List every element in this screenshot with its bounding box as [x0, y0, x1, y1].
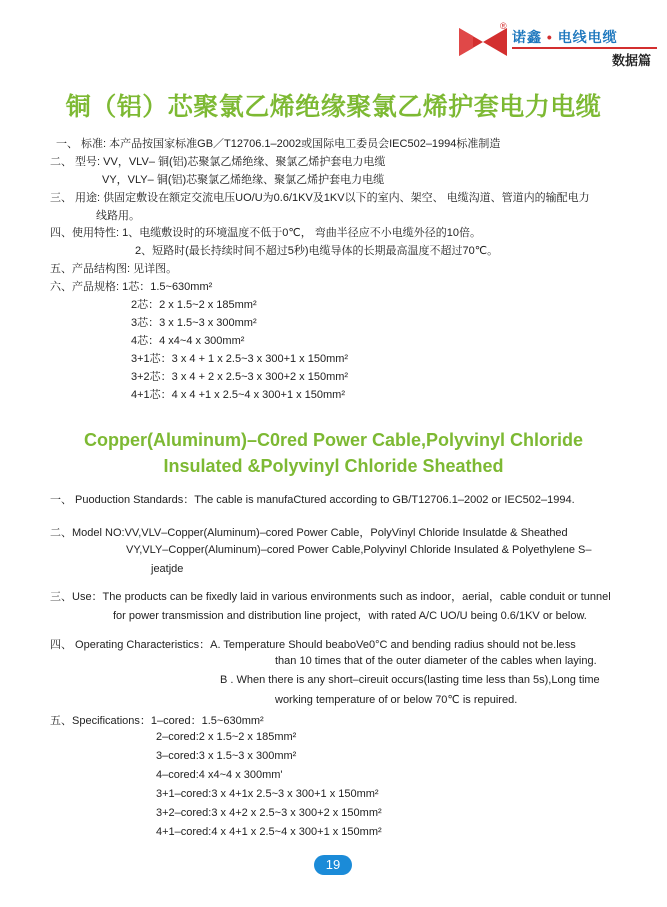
cn-characteristics-line: 四、使用特性: 1、电缆敷设时的环境温度不低于0℃， 弯曲半径应不小电缆外径的10倍。 [50, 227, 481, 239]
cn-characteristics-line-2: 2、短路时(最长持续时间不超过5秒)电缆导体的长期最高温度不超过70℃。 [135, 245, 499, 257]
en-use-line-2: for power transmission and distribution line project，with rated A/C UO/U being 0.6/1KV or below. [113, 610, 587, 622]
cn-standard-line: 一、 标准: 本产品按国家标准GB／T12706.1–2002或国际电工委员会IEC502–1994标准制造 [56, 138, 501, 150]
cn-spec-item: 3+2芯：3 x 4 + 2 x 2.5~3 x 300+2 x 150mm² [131, 371, 349, 383]
cn-structure-line: 五、产品结构图: 见详图。 [50, 263, 178, 275]
cn-spec-item: 4+1芯：4 x 4 +1 x 2.5~4 x 300+1 x 150mm² [131, 389, 346, 401]
en-use-line: 三、Use：The products can be fixedly laid in various environments such as indoor，aerial，cable conduit or tunnel [50, 591, 611, 603]
cn-spec-item: 2芯：2 x 1.5~2 x 185mm² [131, 299, 257, 311]
brand-dot: • [546, 29, 553, 45]
en-characteristics-line-2: than 10 times that of the outer diameter of the cables when laying. [275, 655, 597, 667]
en-characteristics-line-4: working temperature of or below 70℃ is repuired. [275, 694, 518, 706]
en-spec-line: 五、Specifications：1–cored：1.5~630mm² [50, 715, 264, 727]
brand-divider [512, 47, 657, 49]
cn-use-line-2: 线路用。 [96, 210, 140, 222]
cn-spec-item: 3+1芯：3 x 4 + 1 x 2.5~3 x 300+1 x 150mm² [131, 353, 349, 365]
en-model-line-3: jeatjde [151, 563, 184, 575]
page-title-en-line-1: Copper(Aluminum)–C0red Power Cable,Polyvinyl Chloride [83, 430, 584, 450]
en-spec-item: 3+1–cored:3 x 4+1x 2.5~3 x 300+1 x 150mm² [156, 788, 379, 800]
en-model-line: 二、Model NO:VV,VLV–Copper(Aluminum)–cored Power Cable，PolyVinyl Chloride Insulatde & Sheathed [50, 527, 568, 539]
brand-name-right: 电线电缆 [557, 29, 618, 45]
section-tag: 数据篇 [612, 53, 652, 68]
page-title-cn: 铜（铝）芯聚氯乙烯绝缘聚氯乙烯护套电力电缆 [65, 93, 602, 121]
en-spec-item: 4+1–cored:4 x 4+1 x 2.5~4 x 300+1 x 150mm² [156, 826, 382, 838]
en-model-line-2: VY,VLY–Copper(Aluminum)–cored Power Cable,Polyvinyl Chloride Insulated & Polyethylene S– [126, 544, 592, 556]
en-spec-item: 3–cored:3 x 1.5~3 x 300mm² [156, 750, 297, 762]
cn-use-line: 三、 用途: 供固定敷设在额定交流电压UO/U为0.6/1KV及1KV以下的室内、架空、 电缆沟道、管道内的输配电力 [50, 192, 590, 204]
page-number-badge: 19 [314, 855, 352, 875]
registered-mark: ® [500, 21, 508, 31]
en-spec-item: 3+2–cored:3 x 4+2 x 2.5~3 x 300+2 x 150mm² [156, 807, 382, 819]
en-spec-item: 4–cored:4 x4~4 x 300mm' [156, 769, 283, 781]
en-standard-line: 一、 Puoduction Standards：The cable is manufaCtured according to GB/T12706.1–2002 or IEC502–1994. [50, 494, 575, 506]
brand-name [500, 21, 652, 47]
cn-model-line-2: VY，VLY– 铜(铝)芯聚氯乙烯绝缘、聚氯乙烯护套电力电缆 [102, 174, 385, 186]
page-title-en-line-2: Insulated &Polyvinyl Chloride Sheathed [163, 456, 504, 476]
en-characteristics-line: 四、 Operating Characteristics：A. Temperature Should beaboVe0°C and bending radius should not be.less [50, 639, 576, 651]
cn-spec-item: 3芯：3 x 1.5~3 x 300mm² [131, 317, 257, 329]
brand-name-left: 诺鑫 [512, 29, 542, 45]
en-characteristics-line-3: B . When there is any short–cireuit occurs(lasting time less than 5s),Long time [220, 674, 600, 686]
cn-model-line: 二、 型号: VV，VLV– 铜(铝)芯聚氯乙烯绝缘、聚氯乙烯护套电力电缆 [50, 156, 386, 168]
cn-spec-line: 六、产品规格: 1芯：1.5~630mm² [50, 281, 213, 293]
en-spec-item: 2–cored:2 x 1.5~2 x 185mm² [156, 731, 297, 743]
cn-spec-item: 4芯：4 x4~4 x 300mm² [131, 335, 245, 347]
